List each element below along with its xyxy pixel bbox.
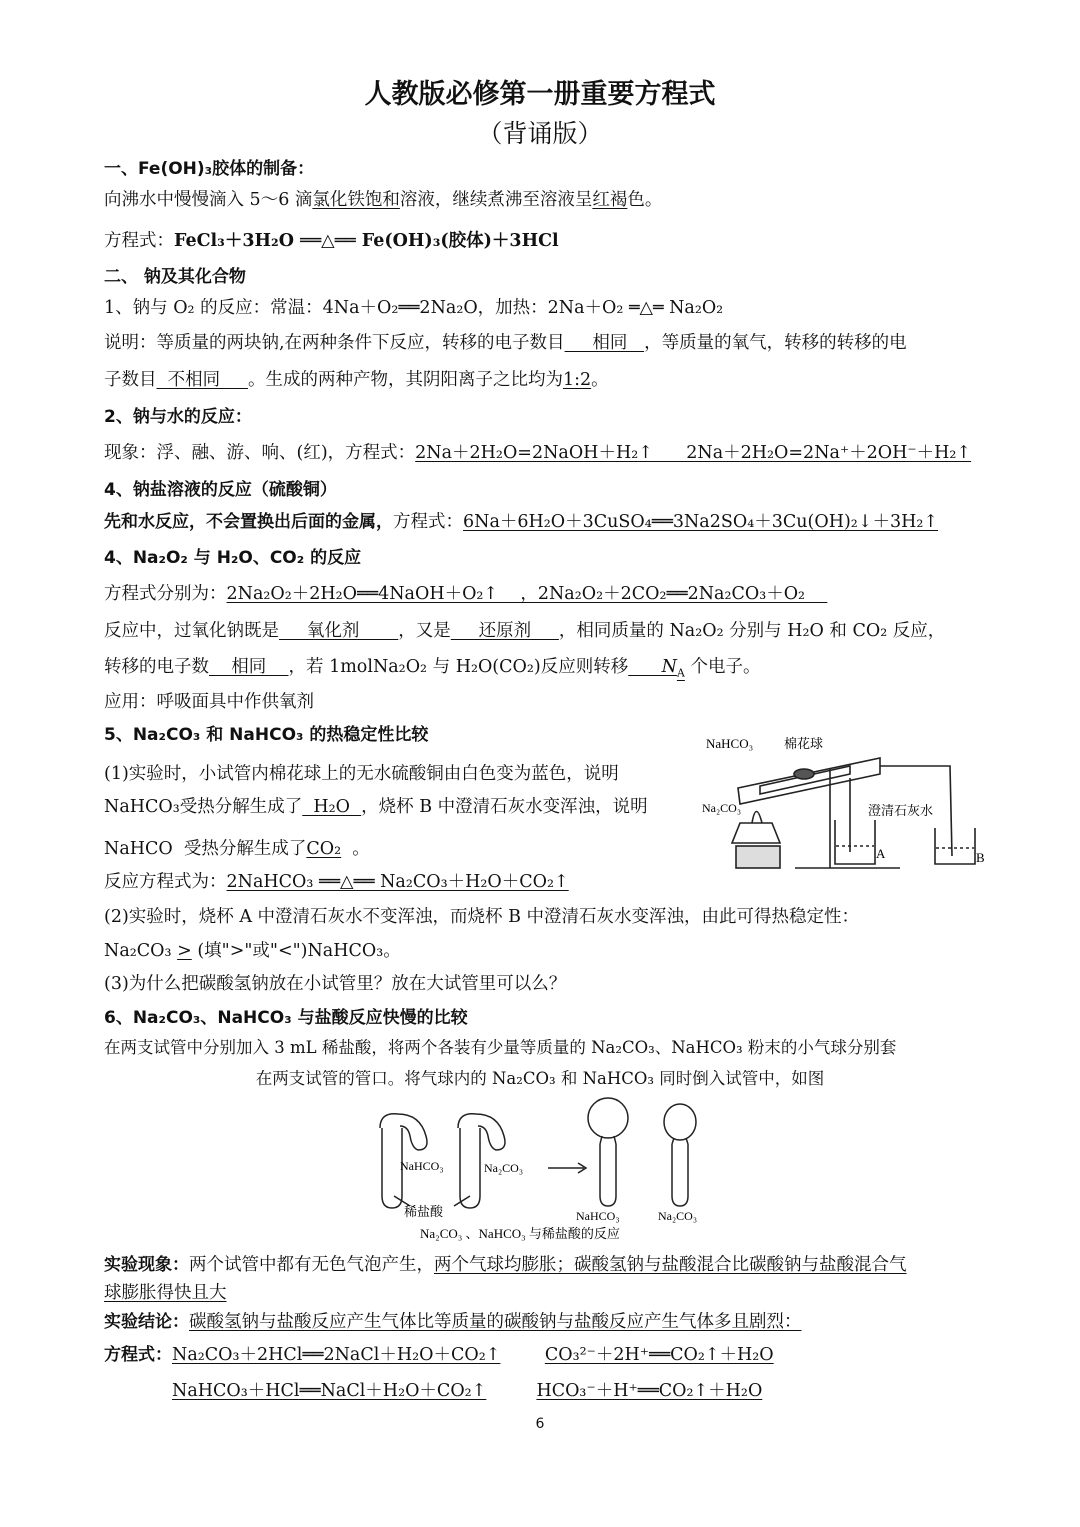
section-5-p3: NaHCO 受热分解生成了CO₂ 。	[104, 839, 370, 859]
balloon-2	[458, 1114, 505, 1150]
reaction-5-equations: 方程式分别为：2Na₂O₂＋2H₂O══4NaOH＋O₂↑ ，2Na₂O₂＋2CO₂══2Na₂CO₃＋O₂	[104, 584, 828, 604]
section-1-equation: 方程式：FeCl₃＋3H₂O ══△══ Fe(OH)₃(胶体)＋3HCl	[104, 231, 559, 251]
phenomenon-line-2: 球膨胀得快且大	[104, 1283, 227, 1303]
reaction-2: 现象：浮、融、游、响、(红)，方程式：2Na＋2H₂O=2NaOH＋H₂↑ 2Na＋2H₂O=2Na⁺＋2OH⁻＋H₂↑	[104, 443, 972, 463]
reaction-5-application: 应用：呼吸面具中作供氧剂	[104, 692, 314, 712]
lamp-block	[736, 846, 780, 868]
label-nahco3: NaHCO₃	[706, 736, 754, 751]
large-test-tube	[738, 758, 880, 804]
balloon-1	[380, 1114, 427, 1150]
beaker-a	[835, 820, 875, 864]
page-title: 人教版必修第一册重要方程式	[364, 79, 716, 110]
note-line-2: 子数目 不相同 。生成的两种产物，其阴阳离子之比均为1:2。	[104, 370, 609, 390]
reaction-2-heading: 2、钠与水的反应：	[104, 407, 252, 427]
heating-apparatus-figure	[700, 728, 990, 876]
label-na2co3: Na₂CO₃	[702, 801, 742, 815]
section-6-p1: 在两支试管中分别加入 3 mL 稀盐酸，将两个各装有少量等质量的 Na₂CO₃、NaHCO₃ 粉末的小气球分别套	[104, 1038, 897, 1057]
reaction-4: 先和水反应，不会置换出后面的金属，方程式：6Na＋6H₂O＋3CuSO₄══3Na2SO₄＋3Cu(OH)₂↓＋3H₂↑	[104, 512, 939, 532]
balloon-experiment-figure	[370, 1092, 730, 1242]
page-subtitle: （背诵版）	[477, 119, 603, 148]
equation-line-1: 方程式：Na₂CO₃＋2HCl══2NaCl＋H₂O＋CO₂↑ CO₃²⁻＋2H⁺══CO₂↑＋H₂O	[104, 1345, 774, 1365]
equation-line-2: NaHCO₃＋HCl══NaCl＋H₂O＋CO₂↑ HCO₃⁻＋H⁺══CO₂↑＋H₂O	[172, 1381, 763, 1401]
label-hcl: 稀盐酸	[404, 1204, 444, 1219]
reaction-4-heading: 4、钠盐溶液的反应（硫酸铜）	[104, 480, 337, 500]
note-line-1: 说明：等质量的两块钠,在两种条件下反应，转移的电子数目 相同 ，等质量的氧气，转移的转移的电	[104, 333, 907, 353]
test-tube-1	[382, 1128, 402, 1208]
section-1-text: 向沸水中慢慢滴入 5～6 滴氯化铁饱和溶液，继续煮沸至溶液呈红褐色。	[104, 190, 663, 210]
reaction-5-heading: 4、Na₂O₂ 与 H₂O、CO₂ 的反应	[104, 548, 362, 568]
label-na2co3-2: Na₂CO₃	[658, 1209, 698, 1223]
section-5-p1: (1)实验时，小试管内棉花球上的无水硫酸铜由白色变为蓝色，说明	[104, 764, 619, 784]
section-5-p6: Na₂CO₃ > (填">"或"<")NaHCO₃。	[104, 941, 401, 961]
balloon-3	[588, 1098, 628, 1138]
reaction-5-line-b: 转移的电子数 相同 ，若 1molNa₂O₂ 与 H₂O(CO₂)反应则转移 $N_A$ 个电子。	[104, 657, 761, 680]
balloon-4	[664, 1104, 696, 1140]
section-6-heading: 6、Na₂CO₃、NaHCO₃ 与盐酸反应快慢的比较	[104, 1008, 468, 1028]
figure-caption: Na₂CO₃ 、NaHCO₃ 与稀盐酸的反应	[420, 1226, 620, 1241]
reaction-1: 1、钠与 O₂ 的反应：常温：4Na＋O₂══2Na₂O，加热：2Na＋O₂ ═△═ Na₂O₂	[104, 298, 724, 318]
beaker-b	[935, 828, 975, 864]
flame	[752, 812, 762, 824]
conclusion: 实验结论：碳酸氢钠与盐酸反应产生气体比等质量的碳酸钠与盐酸反应产生气体多且剧烈：	[104, 1312, 802, 1332]
section-5-heading: 5、Na₂CO₃ 和 NaHCO₃ 的热稳定性比较	[104, 725, 429, 745]
label-limewater: 澄清石灰水	[868, 803, 934, 818]
section-6-p2: 在两支试管的管口。将气球内的 Na₂CO₃ 和 NaHCO₃ 同时倒入试管中，如图	[255, 1069, 825, 1088]
section-2-heading: 二、 钠及其化合物	[104, 267, 246, 287]
section-5-equation: 反应方程式为：2NaHCO₃ ══△══ Na₂CO₃＋H₂O＋CO₂↑	[104, 872, 569, 892]
alcohol-lamp	[732, 823, 780, 843]
label-cotton: 棉花球	[784, 736, 824, 751]
label-beaker-b: B	[976, 850, 985, 865]
section-5-p7: (3)为什么把碳酸氢钠放在小试管里？放在大试管里可以么？	[104, 974, 567, 994]
test-tube-4	[672, 1144, 688, 1206]
cotton-ball	[794, 769, 814, 779]
phenomenon-line-1: 实验现象：两个试管中都有无色气泡产生，两个气球均膨胀；碳酸氢钠与盐酸混合比碳酸钠与盐酸混合气	[104, 1255, 907, 1275]
label-nahco3-1: NaHCO₃	[400, 1159, 444, 1173]
section-5-p5: (2)实验时，烧杯 A 中澄清石灰水不变浑浊，而烧杯 B 中澄清石灰水变浑浊，由此可得热稳定性：	[104, 907, 860, 927]
test-tube-3	[600, 1144, 616, 1206]
label-beaker-a: A	[876, 846, 886, 861]
section-5-p2: NaHCO₃受热分解生成了 H₂O ，烧杯 B 中澄清石灰水变浑浊，说明	[104, 797, 648, 817]
reaction-5-line-a: 反应中，过氧化钠既是 氧化剂 ，又是 还原剂 ，相同质量的 Na₂O₂ 分别与 H₂O 和 CO₂ 反应，	[104, 621, 946, 641]
label-na2co3-1: Na₂CO₃	[484, 1161, 524, 1175]
label-nahco3-2: NaHCO₃	[576, 1209, 620, 1223]
section-1-heading: 一、Fe(OH)₃胶体的制备：	[104, 159, 315, 179]
page-number: 6	[535, 1416, 545, 1432]
